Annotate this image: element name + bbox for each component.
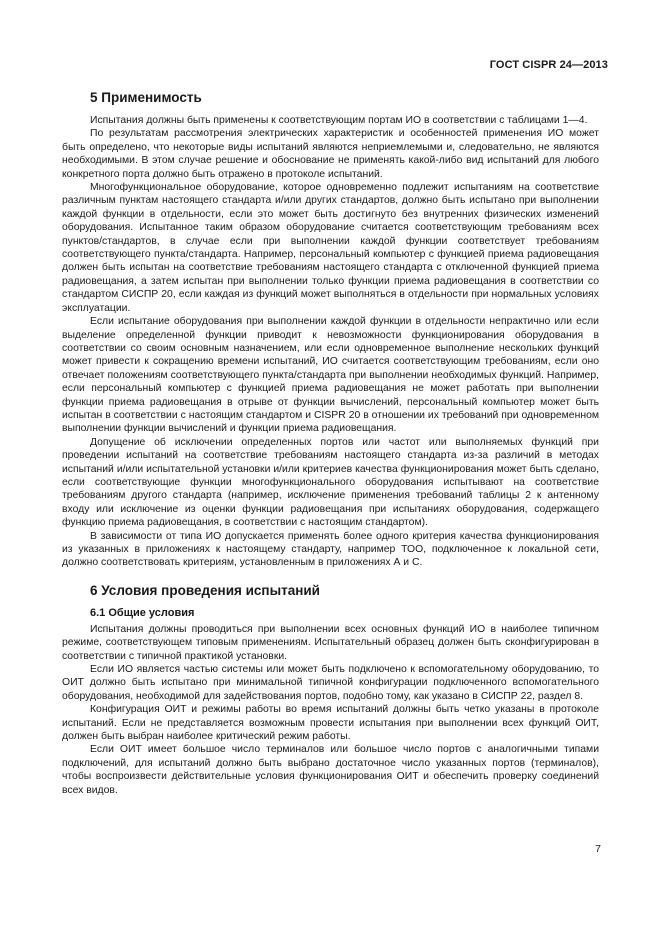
section-5-paragraph: Допущение об исключении определенных портов или частот или выполняемых функций при проведении испытаний на соответствие требованиям настоящего стандарта из-за различий в методах испытаний и/или испытательной установки и/или критериев качества функционирования может быть сделано, если соответствующие функции многофункционального оборудования испытывают на соответствие требованиям другого стандарта (например, исключение применения требований таблицы 2 к антенному входу или исключение из оценки функции радиовещания при испытаниях оборудования, содержащего функцию приема радиовещания, в соответствии с настоящим стандартом). <box>62 436 599 529</box>
section-6-paragraph: Если ОИТ имеет большое число терминалов или большое число портов с аналогичными типами подключений, для испытаний должно быть выбрано достаточное число указанных портов (терминалов), чтобы воспроизвести действительные условия функционирования ОИТ и обеспечить проверку соединений всех видов. <box>62 744 599 796</box>
section-6-paragraph: Конфигурация ОИТ и режимы работы во время испытаний должны быть четко указаны в протоколе испытаний. Если не представляется возможным провести испытания при выполнении всех функций ОИТ, должен быть выбран наиболее критический режим работы. <box>62 704 599 743</box>
section-5-paragraph: Если испытание оборудования при выполнении каждой функции в отдельности непрактично или если выделение определенной функции приводит к невозможности функционирования оборудования в соответствии со своим основным назначением, или если одновременное выполнение нескольких функций может привести к сокращению времени испытаний, ИО считается соответствующим требованиям, если оно отвечает положениям соответствующего пункта/стандарта при выполнении необходимых функций. Например, если персональный компьютер с функцией приема радиовещания не может работать при выполнении функции приема радиовещания в отрыве от функции вычислений, персональный компьютер может быть испытан в соответствии с настоящим стандартом и CISPR 20 в отношении их требований при одновременном выполнении функции вычислений и функции приема радиовещания. <box>62 316 599 435</box>
subsection-6-1-title: 6.1 Общие условия <box>90 606 195 619</box>
standard-header: ГОСТ CISPR 24—2013 <box>489 59 608 71</box>
page-content <box>62 90 599 797</box>
section-5-paragraph: В зависимости от типа ИО допускается применять более одного критерия качества функционирования из указанных в приложениях к настоящему стандарту, например ТОО, подключенное к локальной сети, должно соответствовать критериям, установленным в приложениях А и С. <box>62 530 599 569</box>
section-5-title: 5 Применимость <box>90 90 202 105</box>
section-5-paragraph: По результатам рассмотрения электрических характеристик и особенностей применения ИО может быть определено, что некоторые виды испытаний являются неприемлемыми и, следовательно, не являются необходимыми. В этом случае решение и обоснование не применять какой-либо вид испытаний для любого конкретного порта должно быть отражено в протоколе испытаний. <box>62 128 599 180</box>
section-6-title: 6 Условия проведения испытаний <box>90 582 320 598</box>
section-6-paragraph: Испытания должны проводиться при выполнении всех основных функций ИО в наиболее типичном режиме, соответствующем типовым применениям. Испытательный образец должен быть сконфигурирован в соответствии с типичной практикой установки. <box>62 623 599 662</box>
section-5-paragraph: Многофункциональное оборудование, которое одновременно подлежит испытаниям на соответствие различным пунктам настоящего стандарта и/или других стандартов, должно быть испытано при выполнении каждой функции в отдельности, если это может быть достигнуто без внутренних физических изменений оборудования. Испытанное таким образом оборудование считается соответствующим требованиям всех пунктов/стандартов, в случае если при выполнении каждой функции соответствует требованиям соответствующего пункта/стандарта. Например, персональный компьютер с функцией приема радиовещания должен быть испытан на соответствие требованиям настоящего стандарта с отключенной функцией приема радиовещания, а затем испытан при выполнении только функции приема радиовещания в соответствии со стандартом СИСПР 20, если каждая из функций может выполняться в отдельности при нормальных условиях эксплуатации. <box>62 182 599 314</box>
section-6 <box>62 583 599 797</box>
section-5-paragraph: Испытания должны быть применены к соответствующим портам ИО в соответствии с таблицами 1—4. <box>90 115 588 126</box>
page-number: 7 <box>595 843 601 855</box>
section-6-paragraph: Если ИО является частью системы или может быть подключено к вспомогательному оборудованию, то ОИТ должно быть испытано при минимальной типичной конфигурации подключенного вспомогательного оборудования, необходимой для задействования портов, подобно тому, как указано в СИСПР 22, раздел 8. <box>62 664 599 702</box>
